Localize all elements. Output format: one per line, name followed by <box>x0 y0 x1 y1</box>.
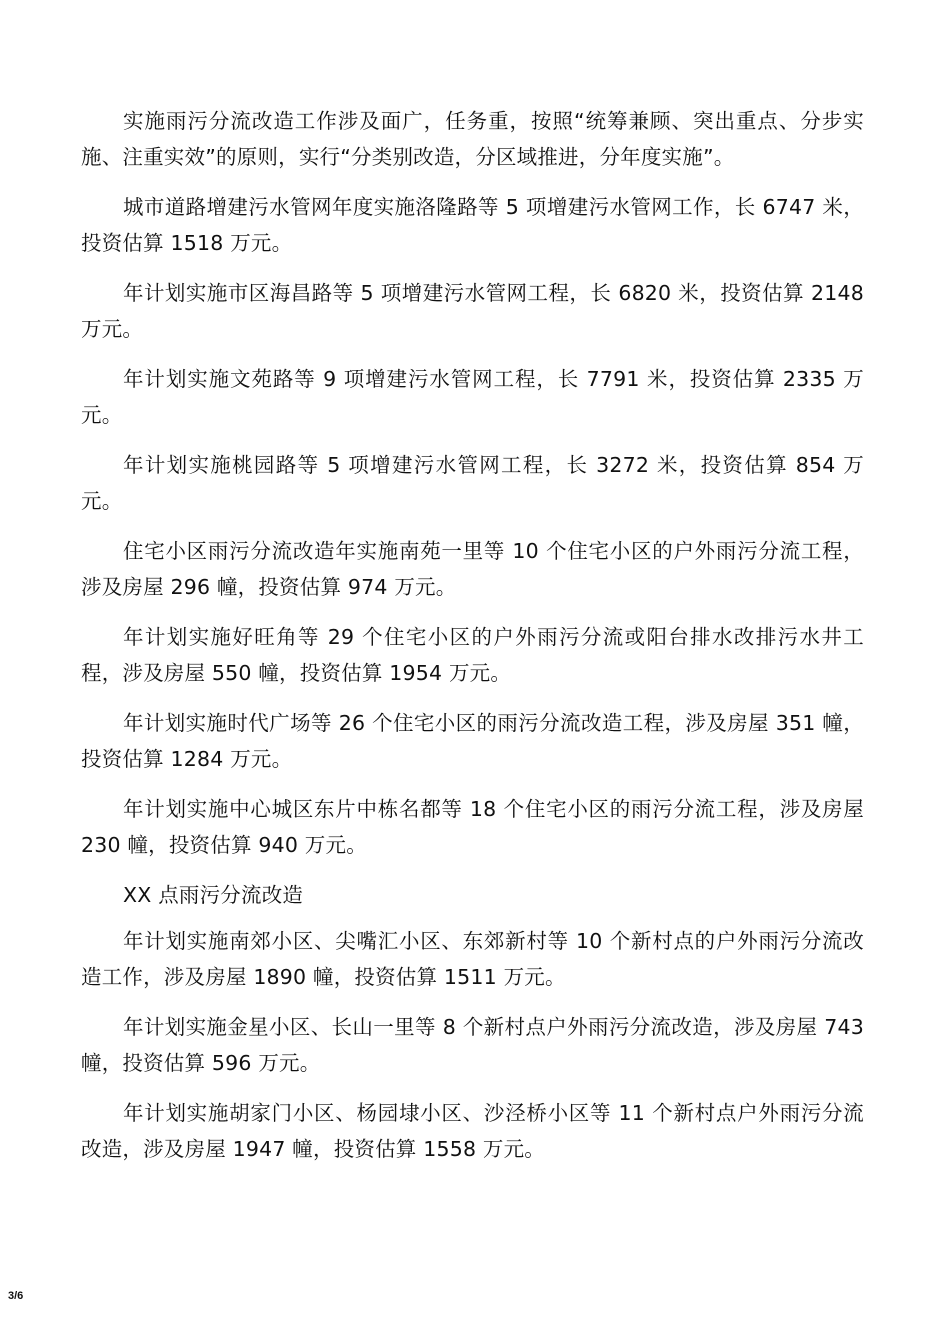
paragraph-village-hujiamen: 年计划实施胡家门小区、杨园埭小区、沙泾桥小区等 11 个新村点户外雨污分流改造，涉及房屋 1947 幢，投资估算 1558 万元。 <box>81 1101 864 1161</box>
paragraph-road-sewer-luolong: 城市道路增建污水管网年度实施洛隆路等 5 项增建污水管网工作，长 6747 米，投资估算 1518 万元。 <box>81 195 864 255</box>
paragraph-road-sewer-haichang: 年计划实施市区海昌路等 5 项增建污水管网工程，长 6820 米，投资估算 2148 万元。 <box>81 281 864 341</box>
paragraph-road-sewer-wenyuan: 年计划实施文苑路等 9 项增建污水管网工程，长 7791 米，投资估算 2335 万元。 <box>81 367 864 427</box>
paragraph-road-sewer-taoyuan: 年计划实施桃园路等 5 项增建污水管网工程，长 3272 米，投资估算 854 万元。 <box>81 453 864 513</box>
page-number: 3/6 <box>8 1290 24 1302</box>
paragraph-residential-haowangjiao: 年计划实施好旺角等 29 个住宅小区的户外雨污分流或阳台排水改排污水井工程，涉及房屋 550 幢，投资估算 1954 万元。 <box>81 625 864 685</box>
section-heading-xx-point: XX 点雨污分流改造 <box>123 883 304 907</box>
paragraph-residential-zhongdong: 年计划实施中心城区东片中栋名都等 18 个住宅小区的雨污分流工程，涉及房屋 230 幢，投资估算 940 万元。 <box>81 797 864 857</box>
paragraph-village-nanjiao: 年计划实施南郊小区、尖嘴汇小区、东郊新村等 10 个新村点的户外雨污分流改造工作，涉及房屋 1890 幢，投资估算 1511 万元。 <box>81 929 864 989</box>
paragraph-residential-nanyuan: 住宅小区雨污分流改造年实施南苑一里等 10 个住宅小区的户外雨污分流工程，涉及房屋 296 幢，投资估算 974 万元。 <box>81 539 864 599</box>
paragraph-village-jinxing: 年计划实施金星小区、长山一里等 8 个新村点户外雨污分流改造，涉及房屋 743 幢，投资估算 596 万元。 <box>81 1015 864 1075</box>
paragraph-residential-shidai: 年计划实施时代广场等 26 个住宅小区的雨污分流改造工程，涉及房屋 351 幢，投资估算 1284 万元。 <box>81 711 864 771</box>
document-body <box>81 103 864 1181</box>
paragraph-principle: 实施雨污分流改造工作涉及面广，任务重，按照“统筹兼顾、突出重点、分步实施、注重实效”的原则，实行“分类别改造，分区域推进，分年度实施”。 <box>81 109 864 169</box>
